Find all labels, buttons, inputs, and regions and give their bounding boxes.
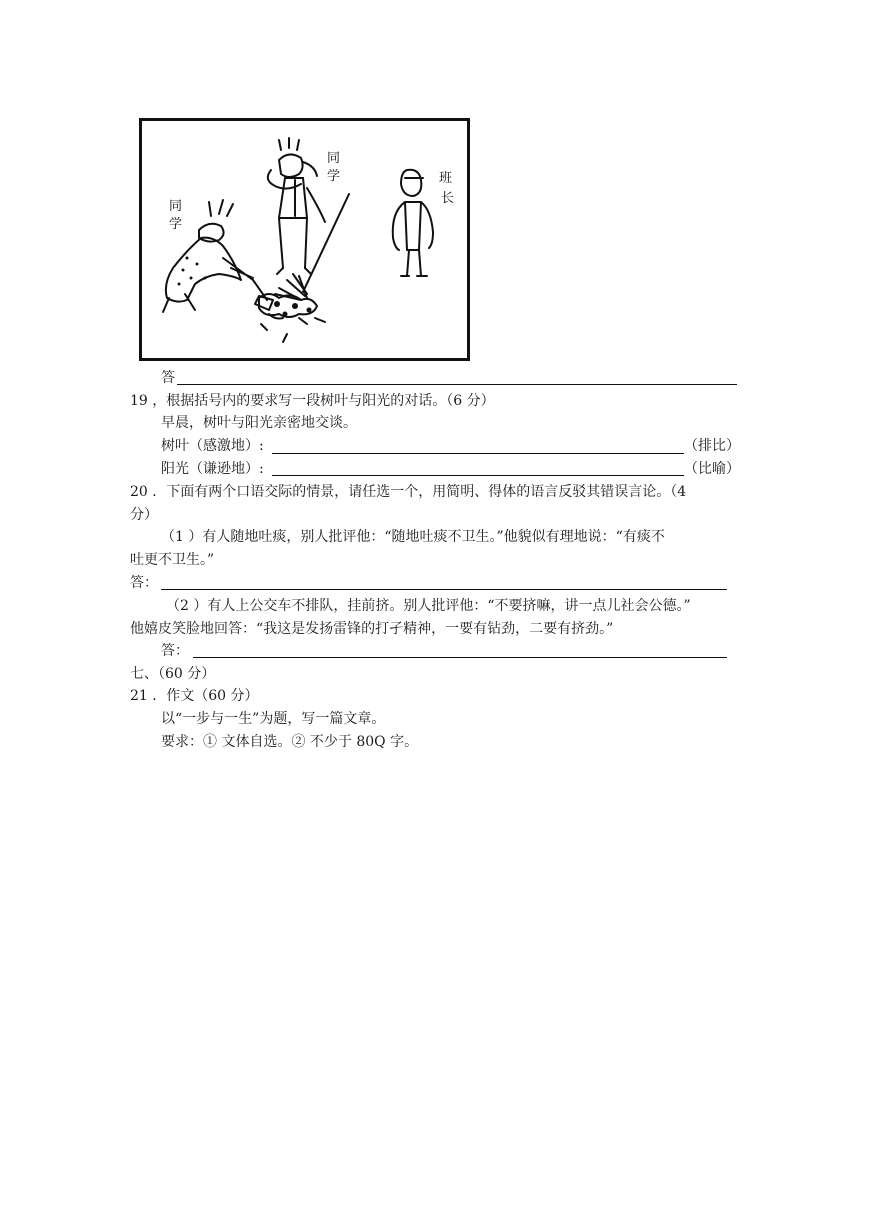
- q21-requirements: 要求：① 文体自选。② 不少于 80Q 字。: [161, 734, 419, 750]
- q19-leaf-label: 树叶（感激地）:: [161, 438, 264, 454]
- q18-answer-line[interactable]: [177, 384, 737, 385]
- q19-sun-tag: （比喻）: [684, 461, 740, 477]
- q18-answer-label: 答: [161, 370, 175, 386]
- monitor-label-2: 长: [441, 191, 455, 206]
- q20-situation1-line1: （1 ）有人随地吐痰，别人批评他：“随地吐痰不卫生。”他貌似有理地说：“有痰不: [161, 529, 665, 545]
- q20-situation2-line1: （2 ）有人上公交车不排队，挂前挤。别人批评他：“不要挤嘛，讲一点儿社会公德。”: [166, 598, 691, 614]
- monitor-label-1: 班: [439, 171, 453, 186]
- left-student-label-1: 同: [169, 199, 183, 214]
- q19-leaf-answer-line[interactable]: [272, 453, 684, 454]
- q20-header: [130, 483, 686, 501]
- q20-prompt-line2: 分）: [130, 507, 158, 523]
- q20-answer2-label: 答：: [161, 643, 189, 659]
- q19-prompt: 根据括号内的要求写一段树叶与阳光的对话。（6 分）: [166, 393, 495, 409]
- q20-number: 20 ．: [130, 484, 167, 500]
- left-student-label-2: 学: [169, 217, 183, 232]
- middle-student-label-2: 学: [327, 169, 341, 184]
- q21-title: 作文（60 分）: [166, 688, 259, 704]
- q20-answer1-line[interactable]: [161, 589, 727, 590]
- middle-student-label-1: 同: [327, 151, 341, 166]
- q19-header: [130, 392, 495, 410]
- q20-answer2-line[interactable]: [193, 657, 727, 658]
- q21-topic: 以“一步与一生”为题，写一篇文章。: [161, 711, 386, 727]
- q20-answer1-label: 答：: [130, 575, 158, 591]
- q21-number: 21 ．: [130, 688, 167, 704]
- q19-number: 19 ，: [130, 393, 167, 409]
- q21-header: [130, 687, 259, 705]
- q20-prompt-line1: 下面有两个口语交际的情景，请任选一个，用简明、得体的语言反驳其错误言论。（4: [166, 484, 687, 500]
- q19-sun-label: 阳光（谦逊地）:: [161, 461, 264, 477]
- q20-situation2-line2: 他嬉皮笑脸地回答：“我这是发扬雷锋的打孑精神，一要有钻劲，二要有挤劲。”: [130, 621, 614, 637]
- q20-situation1-line2: 吐更不卫生。”: [130, 552, 215, 568]
- q19-sun-answer-line[interactable]: [272, 475, 684, 476]
- section7-title: 七、（60 分）: [130, 666, 216, 682]
- q19-scene: 早晨，树叶与阳光亲密地交谈。: [161, 415, 357, 431]
- q19-leaf-tag: （排比）: [684, 438, 740, 454]
- cartoon-illustration: [139, 118, 470, 361]
